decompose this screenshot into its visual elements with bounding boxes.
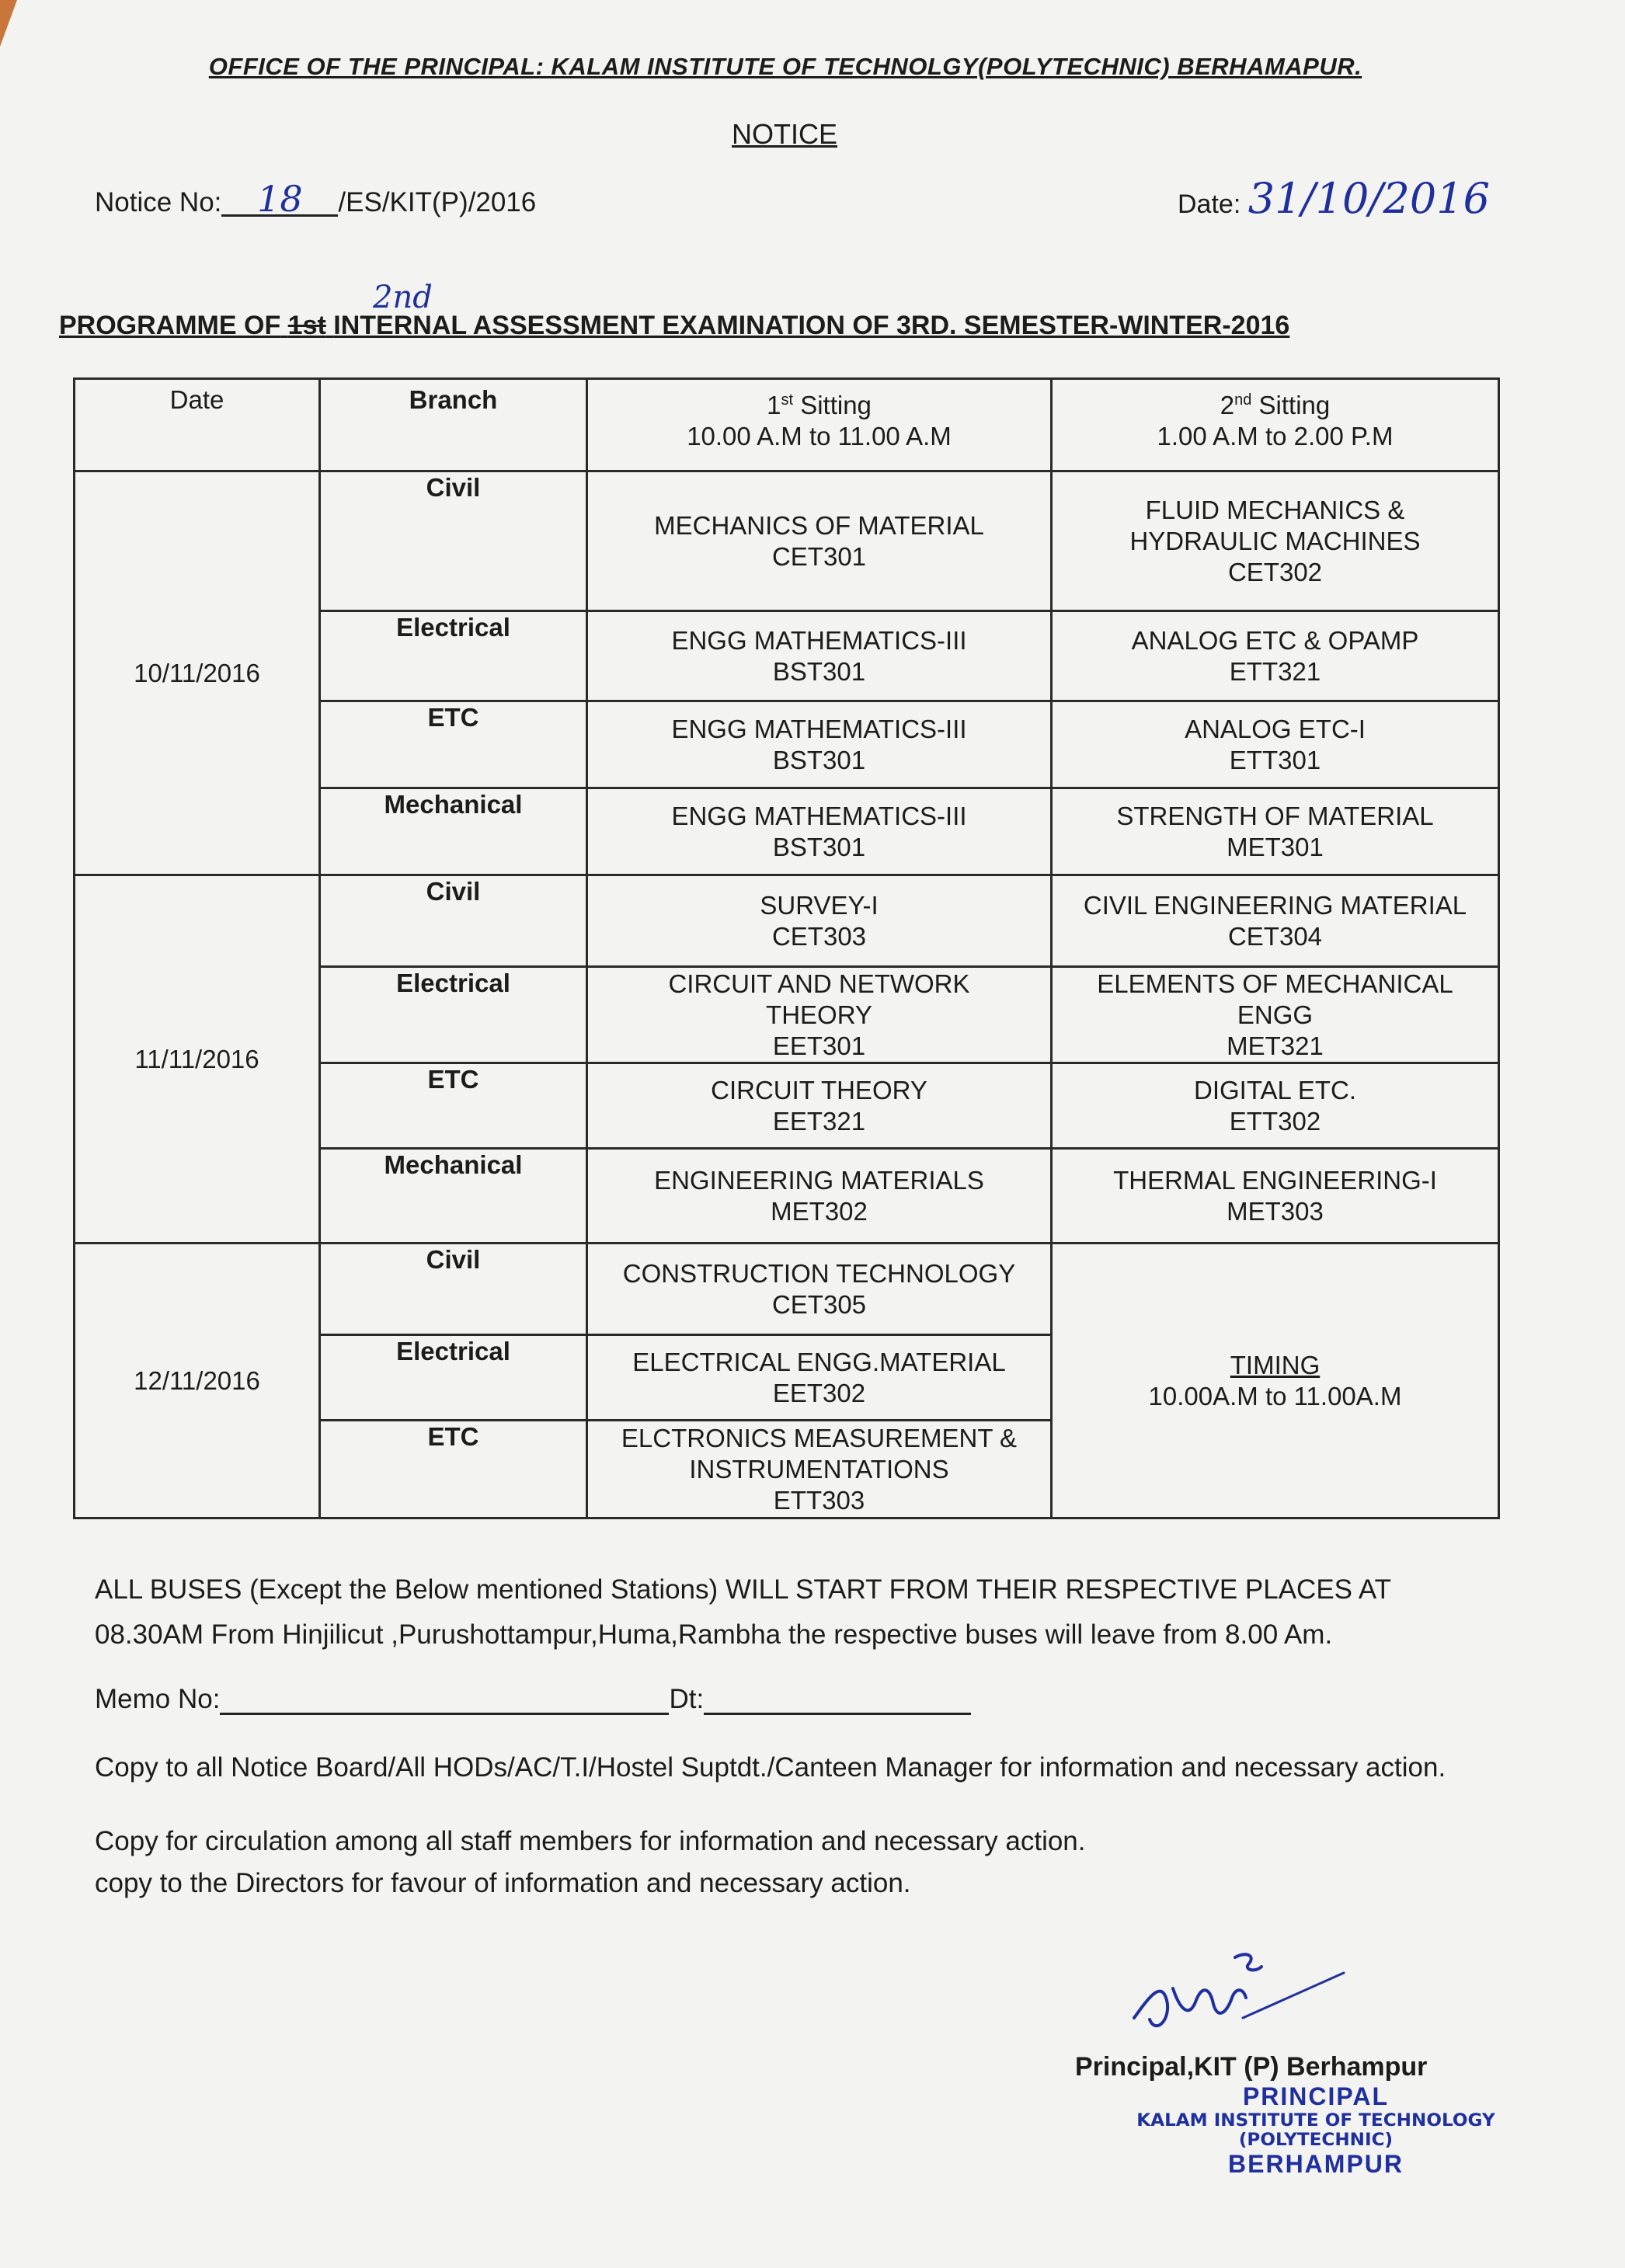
principal-title: Principal,KIT (P) Berhampur — [1075, 2052, 1428, 2082]
dt-blank — [704, 1713, 971, 1715]
stamp-line-city: BERHAMPUR — [1228, 2150, 1404, 2178]
notice-no-label: Notice No: — [95, 187, 222, 217]
stamp-line-principal: PRINCIPAL — [1242, 2082, 1390, 2110]
branch-cell: ETC — [320, 1421, 587, 1518]
branch-cell: Civil — [320, 471, 587, 611]
copy-circulation-line: Copy for circulation among all staff members for information and necessary action. — [95, 1826, 1086, 1856]
date-column-header: Date — [75, 379, 320, 471]
timing-value: 10.00A.M to 11.00A.M — [1148, 1381, 1402, 1411]
notice-date — [1178, 174, 1490, 223]
programme-heading — [59, 280, 1481, 341]
first-sitting-subject: CIRCUIT THEORY EET321 — [587, 1063, 1052, 1149]
branch-cell: Electrical — [320, 1335, 587, 1421]
first-sitting-subject: ENGG MATHEMATICS-III BST301 — [587, 788, 1052, 875]
notice-title: NOTICE — [731, 118, 837, 150]
table-header-row — [75, 379, 1499, 471]
second-sitting-subject: ANALOG ETC & OPAMP ETT321 — [1052, 611, 1499, 701]
first-sitting-subject: ENGG MATHEMATICS-III BST301 — [587, 611, 1052, 701]
second-sitting-subject: CIVIL ENGINEERING MATERIAL CET304 — [1052, 875, 1499, 967]
branch-cell: Mechanical — [320, 1149, 587, 1244]
branch-cell: Electrical — [320, 967, 587, 1063]
page-corner-fold — [0, 0, 47, 47]
first-sitting-subject: SURVEY-I CET303 — [587, 875, 1052, 967]
first-sitting-subject: ENGINEERING MATERIALS MET302 — [587, 1149, 1052, 1244]
memo-blank — [220, 1713, 669, 1715]
principal-stamp — [1098, 2082, 1533, 2179]
first-sitting-subject: MECHANICS OF MATERIAL CET301 — [587, 471, 1052, 611]
bus-notice — [95, 1567, 1571, 1658]
notice-no-suffix: /ES/KIT(P)/2016 — [338, 187, 537, 217]
bus-notice-line1: ALL BUSES (Except the Below mentioned Stations) WILL START FROM THEIR RESPECTIVE PLACES AT — [95, 1574, 1391, 1605]
branch-cell: Civil — [320, 875, 587, 967]
timing-label: TIMING — [1230, 1350, 1321, 1379]
second-sitting-subject: ANALOG ETC-I ETT301 — [1052, 701, 1499, 788]
first-sitting-subject: ELCTRONICS MEASUREMENT & INSTRUMENTATIONS ETT303 — [587, 1421, 1052, 1518]
handwritten-signature — [1119, 1926, 1352, 2051]
memo-line — [95, 1684, 971, 1715]
timing-cell — [1052, 1244, 1499, 1518]
first-sitting-subject: ENGG MATHEMATICS-III BST301 — [587, 701, 1052, 788]
second-sitting-subject: THERMAL ENGINEERING-I MET303 — [1052, 1149, 1499, 1244]
branch-cell: Mechanical — [320, 788, 587, 875]
branch-column-header: Branch — [320, 379, 587, 471]
copy-circulation — [95, 1821, 1086, 1904]
office-heading: OFFICE OF THE PRINCIPAL: KALAM INSTITUTE OF TECHNOLGY(POLYTECHNIC) BERHAMAPUR. — [208, 53, 1362, 80]
branch-cell: Electrical — [320, 611, 587, 701]
notice-no-handwritten: 18 — [221, 183, 338, 217]
stamp-line-institute: KALAM INSTITUTE OF TECHNOLOGY (POLYTECHNIC) — [1136, 2111, 1495, 2150]
first-sitting-subject: CONSTRUCTION TECHNOLOGY CET305 — [587, 1244, 1052, 1335]
notice-number — [95, 178, 537, 220]
exam-date-cell: 12/11/2016 — [75, 1244, 320, 1518]
branch-cell: ETC — [320, 701, 587, 788]
exam-schedule-table — [73, 377, 1500, 1519]
date-label: Date: — [1178, 190, 1241, 219]
second-sitting-subject: ELEMENTS OF MECHANICAL ENGG MET321 — [1052, 967, 1499, 1063]
exam-date-cell: 11/11/2016 — [75, 875, 320, 1244]
programme-struck-ordinal: 1st — [287, 311, 326, 340]
exam-date-cell: 10/11/2016 — [75, 471, 320, 875]
second-sitting-subject: STRENGTH OF MATERIAL MET301 — [1052, 788, 1499, 875]
bus-notice-line2: 08.30AM From Hinjilicut ,Purushottampur,Huma,Rambha the respective buses will leave from 8.00 Am. — [95, 1619, 1333, 1650]
branch-cell: Civil — [320, 1244, 587, 1335]
memo-label: Memo No: — [95, 1684, 221, 1714]
first-sitting-header: 1st Sitting 10.00 A.M to 11.00 A.M — [587, 379, 1052, 471]
copy-to-notice-board: Copy to all Notice Board/All HODs/AC/T.I/Hostel Suptdt./Canteen Manager for information and necessary action. — [95, 1752, 1446, 1783]
second-sitting-header: 2nd Sitting 1.00 A.M to 2.00 P.M — [1052, 379, 1499, 471]
table-row — [75, 1244, 1499, 1335]
programme-suffix: INTERNAL ASSESSMENT EXAMINATION OF 3RD. SEMESTER-WINTER-2016 — [333, 311, 1290, 340]
dt-label: Dt: — [669, 1684, 705, 1714]
first-sitting-subject: ELECTRICAL ENGG.MATERIAL EET302 — [587, 1335, 1052, 1421]
signature-block — [1075, 2052, 1572, 2179]
date-handwritten: 31/10/2016 — [1247, 174, 1490, 223]
table-row — [75, 875, 1499, 967]
table-row — [75, 471, 1499, 611]
programme-prefix: PROGRAMME OF — [59, 311, 281, 340]
first-sitting-subject: CIRCUIT AND NETWORK THEORY EET301 — [587, 967, 1052, 1063]
branch-cell: ETC — [320, 1063, 587, 1149]
programme-handwritten-correction: 2nd — [373, 280, 433, 315]
second-sitting-subject: FLUID MECHANICS & HYDRAULIC MACHINES CET302 — [1052, 471, 1499, 611]
second-sitting-subject: DIGITAL ETC. ETT302 — [1052, 1063, 1499, 1149]
copy-directors-line: copy to the Directors for favour of information and necessary action. — [95, 1868, 911, 1898]
